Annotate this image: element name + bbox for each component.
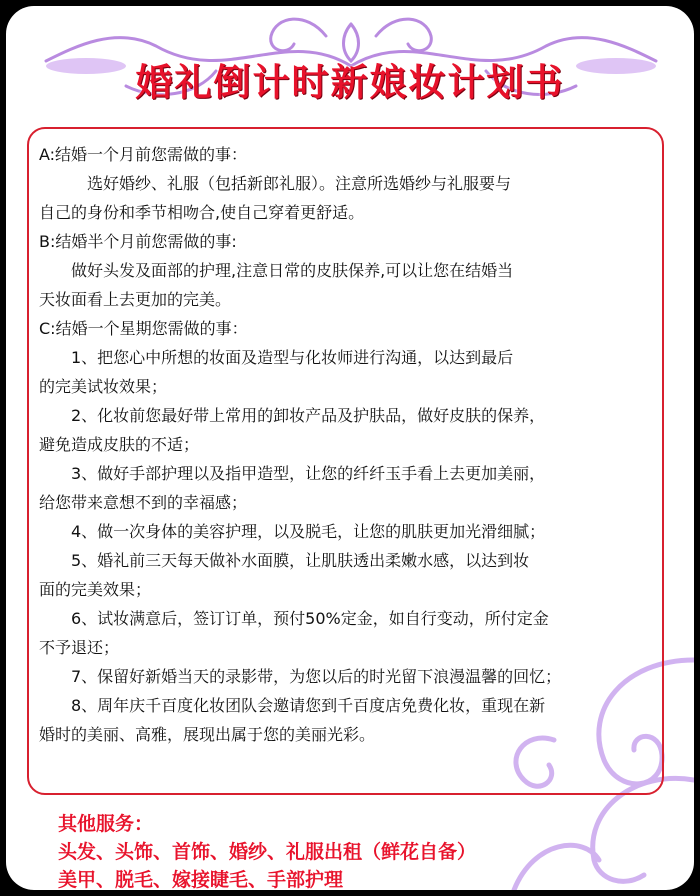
section-b-text: 天妆面看上去更加的完美。 <box>39 290 232 309</box>
list-item-cont: 面的完美效果； <box>39 580 152 599</box>
list-item: 5、婚礼前三天每天做补水面膜，让肌肤透出柔嫩水感，以达到妆 <box>71 551 530 570</box>
list-item: 6、试妆满意后，签订订单，预付50%定金，如自行变动，所付定金 <box>71 609 549 628</box>
page-title: 婚礼倒计时新娘妆计划书 <box>135 61 565 104</box>
list-item: 2、化妆前您最好带上常用的卸妆产品及护肤品，做好皮肤的保养， <box>71 406 546 425</box>
list-item: 8、周年庆千百度化妆团队会邀请您到千百度店免费化妆，重现在新 <box>71 696 546 715</box>
list-item-cont: 给您带来意想不到的幸福感； <box>39 493 248 512</box>
list-item: 7、保留好新婚当天的录影带，为您以后的时光留下浪漫温馨的回忆； <box>71 667 562 686</box>
list-item: 1、把您心中所想的妆面及造型与化妆师进行沟通，以达到最后 <box>71 348 514 367</box>
section-b-heading: B:结婚半个月前您需做的事: <box>39 232 237 251</box>
services-line-2: 美甲、脱毛、嫁接睫毛、手部护理 <box>58 869 344 891</box>
services-title: 其他服务： <box>58 813 154 835</box>
section-a-text: 自己的身份和季节相吻合,使自己穿着更舒适。 <box>39 203 365 222</box>
list-item-cont: 不予退还； <box>39 638 120 657</box>
list-item-cont: 婚时的美丽、高雅，展现出属于您的美丽光彩。 <box>39 725 376 744</box>
list-item: 3、做好手部护理以及指甲造型，让您的纤纤玉手看上去更加美丽， <box>71 464 546 483</box>
list-item: 4、做一次身体的美容护理，以及脱毛，让您的肌肤更加光滑细腻； <box>71 522 546 541</box>
section-a-heading: A:结婚一个月前您需做的事： <box>39 145 248 164</box>
list-item-cont: 避免造成皮肤的不适； <box>39 435 200 454</box>
other-services <box>58 810 678 894</box>
services-line-1: 头发、头饰、首饰、婚纱、礼服出租（鲜花自备） <box>58 841 477 863</box>
list-item-cont: 的完美试妆效果； <box>39 377 168 396</box>
section-a-text: 选好婚纱、礼服（包括新郎礼服）。注意所选婚纱与礼服要与 <box>87 174 512 193</box>
section-c-heading: C:结婚一个星期您需做的事： <box>39 319 248 338</box>
section-b-text: 做好头发及面部的护理,注意日常的皮肤保养,可以让您在结婚当 <box>71 261 514 280</box>
plan-content <box>39 140 659 749</box>
